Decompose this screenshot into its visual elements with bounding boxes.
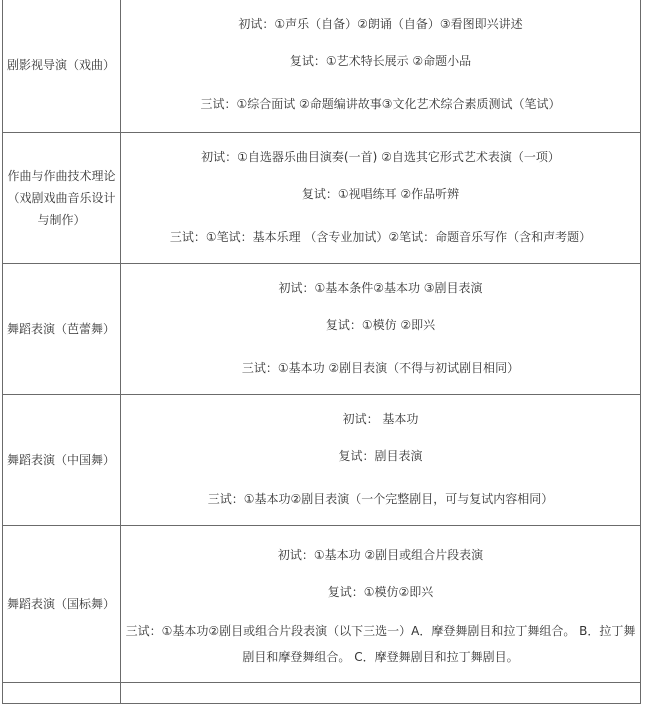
table-row xyxy=(3,395,641,526)
major-name: 舞蹈表演（中国舞） xyxy=(3,395,121,526)
table-row xyxy=(3,683,641,704)
empty-cell xyxy=(121,683,641,704)
exam-requirements xyxy=(121,395,641,526)
second-round: 复试：剧目表演 xyxy=(338,449,423,463)
exam-requirements xyxy=(121,133,641,264)
table-row xyxy=(3,264,641,395)
first-round: 初试：①声乐（自备）②朗诵（自备）③看图即兴讲述 xyxy=(238,17,523,31)
exam-requirements-table xyxy=(2,0,641,704)
third-round: 三试：①基本功 ②剧目表演（不得与初试剧目相同） xyxy=(241,361,520,375)
major-name: 舞蹈表演（芭蕾舞） xyxy=(3,264,121,395)
third-round: 三试：①综合面试 ②命题编讲故事③文化艺术综合素质测试（笔试） xyxy=(200,97,561,111)
major-name: 剧影视导演（戏曲） xyxy=(3,0,121,133)
second-round: 复试：①艺术特长展示 ②命题小品 xyxy=(289,54,472,68)
table-row xyxy=(3,0,641,133)
exam-requirements xyxy=(121,264,641,395)
table-row xyxy=(3,526,641,683)
exam-requirements xyxy=(121,526,641,683)
first-round: 初试：①基本功 ②剧目或组合片段表演 xyxy=(277,547,484,562)
major-name: 作曲与作曲技术理论（戏剧戏曲音乐设计与制作） xyxy=(3,133,121,264)
empty-cell xyxy=(3,683,121,704)
third-round: 三试：①基本功②剧目或组合片段表演（以下三选一）A．摩登舞剧目和拉丁舞组合。 B．拉丁舞剧目和摩登舞组合。 C．摩登舞剧目和拉丁舞剧目。 xyxy=(125,623,636,664)
second-round: 复试：①模仿②即兴 xyxy=(327,584,434,599)
table-row xyxy=(3,133,641,264)
second-round: 复试：①视唱练耳 ②作品听辨 xyxy=(301,187,460,201)
first-round: 初试： 基本功 xyxy=(342,412,419,426)
second-round: 复试：①模仿 ②即兴 xyxy=(325,318,436,332)
major-name: 舞蹈表演（国标舞） xyxy=(3,526,121,683)
exam-requirements xyxy=(121,0,641,133)
third-round: 三试：①笔试：基本乐理 （含专业加试）②笔试：命题音乐写作（含和声考题） xyxy=(169,230,592,244)
first-round: 初试：①自选器乐曲目演奏(一首) ②自选其它形式艺术表演（一项） xyxy=(201,150,560,164)
third-round: 三试：①基本功②剧目表演（一个完整剧目，可与复试内容相同） xyxy=(207,492,554,506)
first-round: 初试：①基本条件②基本功 ③剧目表演 xyxy=(278,281,483,295)
